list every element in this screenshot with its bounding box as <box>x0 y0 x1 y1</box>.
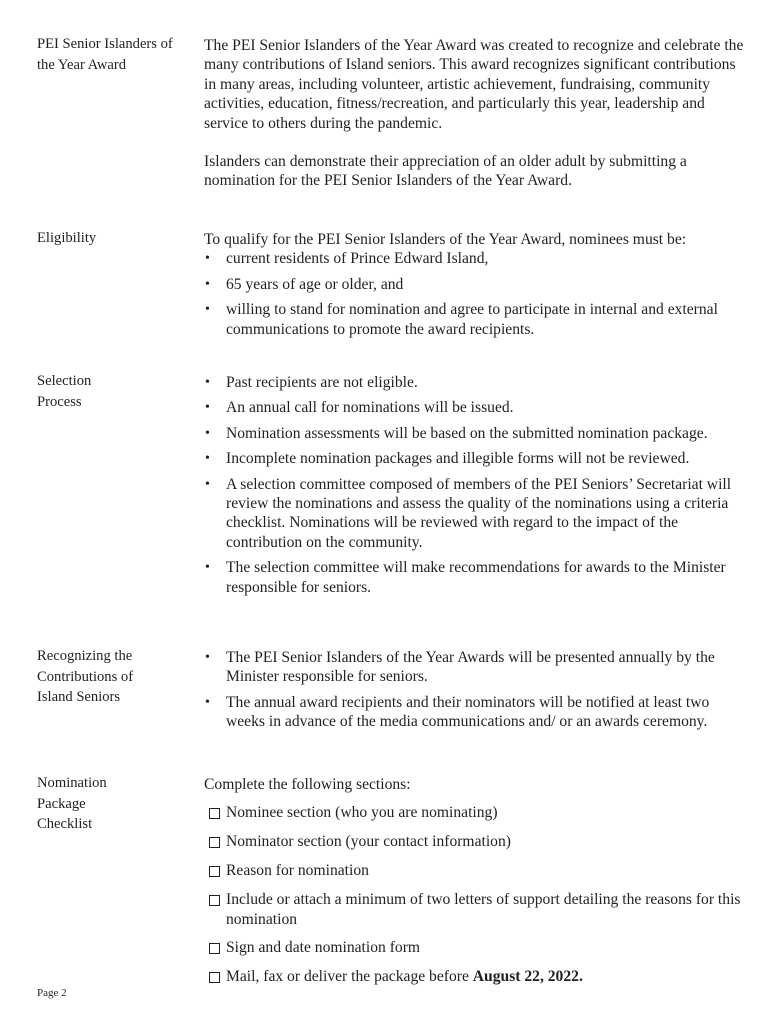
bullet-icon: • <box>205 694 210 710</box>
list-item: Include or attach a minimum of two letters of support detailing the reasons for this nomination <box>204 890 744 929</box>
eligibility-section-label: Eligibility <box>37 230 97 246</box>
list-item: • The PEI Senior Islanders of the Year Awards will be presented annually by the Minister responsible for seniors. <box>205 649 715 686</box>
selection-section-body <box>204 373 744 603</box>
bullet-icon: • <box>205 560 210 576</box>
selection-list <box>204 373 744 597</box>
bullet-icon: • <box>205 276 210 292</box>
award-section-label: PEI Senior Islanders of the Year Award <box>37 36 173 73</box>
checkbox-icon <box>209 943 220 954</box>
checklist-section-body <box>204 775 744 996</box>
checkbox-icon <box>209 866 220 877</box>
checklist-section-label: Nomination Package Checklist <box>37 775 107 832</box>
eligibility-intro: To qualify for the PEI Senior Islanders of the Year Award, nominees must be: <box>204 231 687 248</box>
checkbox-icon <box>209 837 220 848</box>
deadline-date: August 22, 2022. <box>472 968 583 986</box>
recognizing-section-body <box>204 648 744 738</box>
list-item: • The selection committee will make recommendations for awards to the Minister responsible for seniors. <box>205 559 726 596</box>
bullet-icon: • <box>205 451 210 467</box>
list-item: • Nomination assessments will be based on the submitted nomination package. <box>205 424 708 442</box>
bullet-icon: • <box>205 251 210 267</box>
award-section-body <box>204 36 744 191</box>
recognizing-list <box>204 648 744 732</box>
checkbox-icon <box>209 808 220 819</box>
list-item: Nominator section (your contact information) <box>204 832 744 851</box>
bullet-icon: • <box>205 400 210 416</box>
award-description: The PEI Senior Islanders of the Year Award was created to recognize and celebrate the many contributions of Island seniors. This award recognizes significant contributions in many areas, including volunteer, artistic achievement, fundraising, community activities, education, fitness/recreation, and particularly this year, leadership and service to others during the pandemic. <box>204 37 744 132</box>
list-item: • willing to stand for nomination and agree to participate in internal and external communications to promote the award recipients. <box>205 301 718 338</box>
list-item: • current residents of Prince Edward Island, <box>205 250 489 268</box>
list-item: Reason for nomination <box>204 861 744 880</box>
eligibility-list <box>204 249 744 339</box>
bullet-icon: • <box>205 375 210 390</box>
recognizing-section-label: Recognizing the Contributions of Island Seniors <box>37 648 134 705</box>
checkbox-icon <box>209 972 220 983</box>
page-number: Page 2 <box>37 987 67 999</box>
award-call-to-nominate: Islanders can demonstrate their appreciation of an older adult by submitting a nomination for the PEI Senior Islanders of the Year Award. <box>204 153 687 190</box>
deadline-text: Mail, fax or deliver the package before <box>226 968 473 986</box>
list-item: • A selection committee composed of members of the PEI Seniors’ Secretariat will review the nominations and assess the quality of the nominations using a criteria checklist. Nominations will be reviewed with regard to the impact of the contribution on the community. <box>205 475 732 551</box>
bullet-icon: • <box>205 650 210 665</box>
list-item: Sign and date nomination form <box>204 938 744 957</box>
bullet-icon: • <box>205 476 210 492</box>
bullet-icon: • <box>205 302 210 318</box>
list-item: • The annual award recipients and their nominators will be notified at least two weeks in advance of the media communications and/ or an awards ceremony. <box>205 693 710 731</box>
list-item: • Past recipients are not eligible. <box>205 374 418 391</box>
list-item: • 65 years of age or older, and <box>205 275 404 293</box>
selection-section-label: Selection Process <box>37 373 92 410</box>
list-item: • Incomplete nomination packages and illegible forms will not be reviewed. <box>205 450 690 468</box>
eligibility-section-body <box>204 230 744 345</box>
list-item: Nominee section (who you are nominating) <box>204 803 744 822</box>
list-item <box>204 967 744 986</box>
checklist-intro: Complete the following sections: <box>204 776 411 793</box>
list-item: • An annual call for nominations will be issued. <box>205 399 514 417</box>
checkbox-icon <box>209 895 220 906</box>
bullet-icon: • <box>205 425 210 441</box>
checklist-list <box>204 803 744 986</box>
